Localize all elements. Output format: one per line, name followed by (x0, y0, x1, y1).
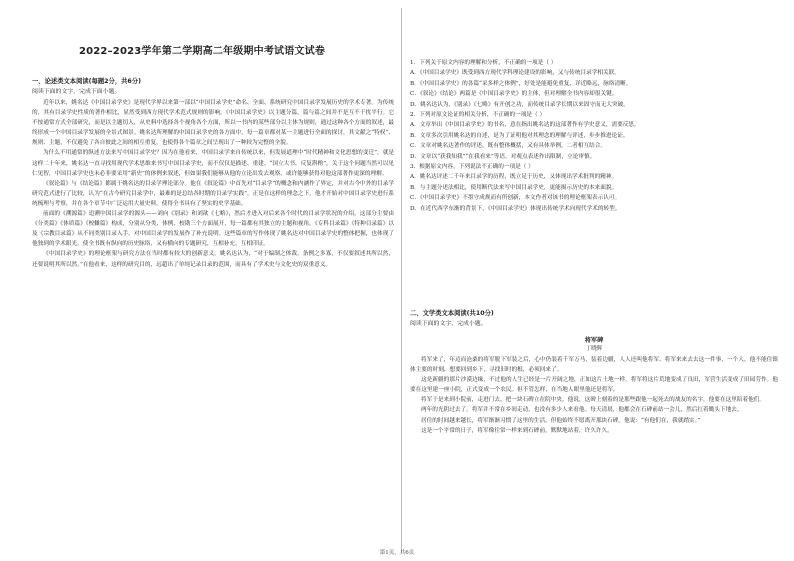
questions-block (410, 58, 778, 214)
passage-paragraph: 《中国目录学史》的理论框架与研究方法在当时都有较大的创新意义。姚名达认为，“对于编制之体裁、条例之多寡，不仅要叙述其所以然，还要说明其所以然。”在他看来，这样的研究目的，远超出了单纯记录目录的范围，而具有了学术史与文化史的双重意义。 (32, 251, 394, 268)
section-1-heading: 一、论述类文本阅读(每题2分，共6分) (32, 78, 141, 85)
question-2-option-d: D．文章以“获我知我”“在我看来”等语，对观点表述作出限制，立论审慎。 (410, 153, 596, 160)
question-2-option-b: B．文章多次引用姚名达的自述，是为了证明他对其理念的理解与评述，步步推进论证。 (410, 132, 629, 139)
question-3-option-a: A．姚名达评述二千年来目录学的历程，既立足于历史，又体现出学术批判的精神。 (410, 174, 618, 181)
story-paragraph: 这是一个平常的日子，将军像往常一样来到石碑前，默默地站着，许久许久。 (421, 427, 613, 434)
question-2-stem: 2．下列对原文论证的相关分析，不正确的一项是（ ） (410, 112, 546, 119)
section-1 (32, 76, 394, 270)
passage-paragraph: 前面的《溯源篇》追溯中国目录学的源头——刘向《别录》和刘歆《七略》，然后才进入对后来各个时代的目录学状况的介绍。这部分主要由《分类篇》《体质篇》《校雠篇》构成，分别从分类、体例、校勘三个方面展开，每一篇都有其独立的主题和视角。《专科目录篇》《特种目录篇》以及《宗教目录篇》从不同类别目录入手，对中国目录学的发展作了补充说明。这些篇章的写作体现了姚名达对中国目录学史的整体把握，也体现了他独到的学术眼光，使全书既有纵向的历史脉络，又有横向的专题研究，互相补充、互相印证。 (32, 211, 394, 248)
story-author: 丁晓辉 (585, 346, 603, 352)
question-1-option-b: B．《中国目录学史》的各篇“采多样之体例”，好处是能避免重复、详近略远，脉络清晰。 (410, 80, 632, 87)
column-divider (401, 8, 402, 553)
right-column (410, 0, 778, 561)
page-footer: 第1页，共6页 (379, 550, 415, 556)
section-2-instruction: 阅读下面的文字，完成小题。 (410, 321, 487, 327)
question-1-option-a: A．《中国目录学史》既受到西方现代学科理论建设的影响，又与传统目录学相关联。 (410, 70, 620, 77)
question-3-option-d: D．在近代西学东渐的背景下，《中国目录学史》体现出传统学术向现代学术的转型。 (410, 205, 621, 212)
question-1-option-d: D．姚名达认为，《别录》《七略》有开创之功，而传统目录学长期以来固守而无大突破。 (410, 101, 629, 108)
story-paragraph: 将军于是来到小院前，走进门去，把一块石碑立在院中央。他说，这碑上刻着的是那些跟他一起死去的战友的名字，他要在这里陪着他们。 (421, 397, 766, 404)
passage-paragraph: 《叙论篇》与《结论篇》都属于姚名达的目录学理论部分。他在《叙论篇》中首先对“目录学”的概念和内涵作了界定，并对古今中外的目录学研究范式进行了比较，认为“在古今研究目录学中，最难的是总结各时期的目录学实践”。正是在这样的理念之下，他才开始对中国目录学史进行系统梳理与考察，并在各个章节中广泛运用大量史料，使得全书具有了坚实的史学基础。 (32, 180, 394, 207)
section-1-passage (32, 98, 394, 270)
passage-paragraph: 为什么不用通常的纵述方法来写中国目录学史？因为在他看来，中国目录学来自传统以来，但发展道理中“时代精神和文化思想的变迁”，就是这样二十年来，姚名达一直寻找用现代学术思维来书写中国目录学史，而不仅仅是描述、重建。“国立大书，反复斟酌”。关于这个问题当然可以见仁见智，中国目录学史也未必非要采用“新史”的体例来叙述，但如果我们能够从他的立论出发去观察，或许能够获得对他这部著作更深的理解。 (32, 150, 394, 177)
story-paragraph: 两年的光阴过去了，将军并不常在乡间走动，也没有多少人来看他。每天清晨，他都会在石碑前站一会儿，然后扛着锄头下地去。 (421, 407, 743, 414)
question-3-stem: 3．根据原文内容，下列说法不正确的一项是（ ） (410, 164, 534, 171)
exam-title: 2022–2023学年第二学期高二年级期中考试语文试卷 (78, 46, 326, 57)
passage-paragraph: 近年以来，姚名达《中国目录学史》是现代学界以来第一部以“中国目录学史”命名、全面、系统研究中国目录学发展历史的学术专著。为传统的，其有目录学史性质的著作相比，显然受到西方现代学术范式规则的影响，《中国目录学史》以主题分篇，篇与篇之间并不是互不干扰平行。它不按通常方式全部研究，而是以主题切入，从史料中选择各个视角各个方面，所以一书内的某些部分以主体为规则，通过这种各个方面的叙述，最终形成一个中国目录学发展的全景式图景。姚名达所理解的中国目录学史的各方面中，每一篇章都对某一主题进行全面的探讨，其文献之“特权”、规则、主题，不仅避免了各自彼此之间的相互重复，也使得各个篇章之间呈现出了一种较为完整的全貌。 (32, 100, 394, 147)
question-1-option-c: C．《叙论》《结论》两篇是《中国目录学史》的主体，但对理解全书内容却很关键。 (410, 91, 618, 98)
question-2-option-a: A．文章举出《中国目录学史》的书名，意在指出姚名达的这部著作有学史意义，需要反思。 (410, 122, 640, 129)
section-2 (410, 308, 778, 436)
question-3-option-b: B．与主题分述法相比，使用断代法来写中国目录学史，更能揭示历史的本来面貌。 (410, 184, 618, 191)
story-paragraph: 这是新疆的那片沙漠边缘，不过他的人生已经是一片开阔之地，正如这片土地一样。将军将这片荒地变成了良田，军营生活变成了田园劳作。他要在这里建一座小院，正式变成一个农民。但不管怎样，在当地人眼里他还是将军。 (410, 377, 778, 394)
section-2-heading: 二、文学类文本阅读(共10分) (410, 310, 494, 317)
question-3-option-c: C．《中国目录学史》不墨守成规而有所创新，本文作者对该书的理论框架表示认可。 (410, 195, 621, 202)
question-1-stem: 1．下列关于原文内容的理解和分析，不正确的一项是（ ） (410, 60, 557, 66)
story-paragraph: 居住的时间越来越长，将军渐渐习惯了这里的生活，但他始终不愿离开那块石碑。他说：“有他们在，我就踏实。” (421, 417, 701, 424)
left-column (22, 0, 394, 561)
story-paragraph: 将军来了，年迈而沧桑的将军脱下军装之后，心中仍装着千军万马，装着边疆，人人还叫他将军。将军来来去去这一件事，一个人，他不能住镇体主要的时刻，想要回到乡下，寻找旧时的根，必须回来了。 (410, 357, 778, 374)
question-2-option-c: C．文章对姚名达著作的评述，既有整体概括，又有具体举例，二者相互结合。 (410, 143, 607, 150)
story-title: 将军碑 (584, 337, 604, 344)
section-1-instruction: 阅读下面的文字，完成下面小题。 (32, 89, 121, 95)
